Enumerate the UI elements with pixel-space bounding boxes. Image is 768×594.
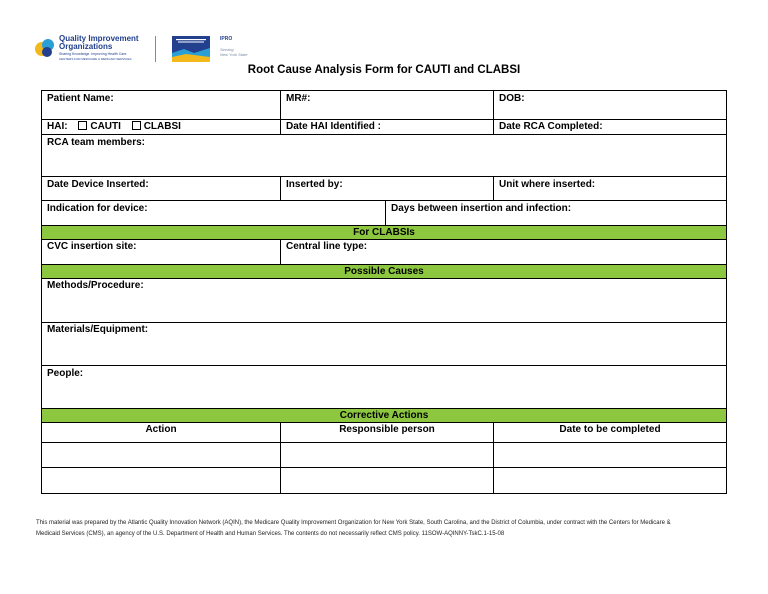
device-row xyxy=(41,177,727,201)
col-responsible-header: Responsible person xyxy=(280,423,493,442)
footer-line2: Medicaid Services (CMS), an agency of the U.S. Department of Health and Human Services. The contents do not necessarily reflect CMS policy. 11SOW-AQINNY-TskC.1-15-08 xyxy=(36,531,505,537)
patient-name-field[interactable]: Patient Name: xyxy=(47,93,114,104)
dob-field[interactable]: DOB: xyxy=(493,91,726,119)
cvc-row xyxy=(41,240,727,265)
inserted-by-field[interactable]: Inserted by: xyxy=(280,177,493,200)
responsible-cell[interactable] xyxy=(280,443,493,467)
ipro-name: IPRO xyxy=(220,36,233,42)
materials-row xyxy=(41,323,727,366)
footer-disclaimer xyxy=(36,518,736,540)
materials-field[interactable]: Materials/Equipment: xyxy=(47,324,149,335)
possible-causes-header: Possible Causes xyxy=(41,265,727,279)
action-cell[interactable] xyxy=(42,468,280,493)
rca-team-row xyxy=(41,135,727,177)
date-rca-field[interactable]: Date RCA Completed: xyxy=(493,120,726,134)
methods-row xyxy=(41,279,727,323)
indication-row xyxy=(41,201,727,226)
logo-divider xyxy=(155,36,156,62)
ipro-line1: Serving xyxy=(220,47,234,52)
methods-field[interactable]: Methods/Procedure: xyxy=(47,280,144,291)
hai-row xyxy=(41,120,727,135)
unit-inserted-field[interactable]: Unit where inserted: xyxy=(493,177,726,200)
cauti-label: CAUTI xyxy=(90,121,121,132)
date-device-field[interactable]: Date Device Inserted: xyxy=(47,179,149,190)
footer-line1: This material was prepared by the Atlantic Quality Innovation Network (AQIN), the Medicare Quality Improvement Organization for New York State, South Carolina, and the District of Columbia, under contract with the Centers for Medicare & xyxy=(36,520,671,526)
for-clabsis-header: For CLABSIs xyxy=(41,226,727,240)
central-line-field[interactable]: Central line type: xyxy=(280,240,726,264)
qio-logo-sub: CENTERS FOR MEDICARE & MEDICAID SERVICES xyxy=(59,57,132,61)
people-row xyxy=(41,366,727,409)
rca-form xyxy=(41,90,727,494)
clabsi-label: CLABSI xyxy=(143,121,181,132)
indication-field[interactable]: Indication for device: xyxy=(47,203,148,214)
qio-logo-mark-icon xyxy=(33,36,57,60)
action-row xyxy=(41,443,727,468)
col-action-header: Action xyxy=(145,424,177,435)
col-date-header: Date to be completed xyxy=(493,423,726,442)
page-title: Root Cause Analysis Form for CAUTI and CLABSI xyxy=(247,64,521,76)
hai-field xyxy=(42,120,280,134)
aqin-logo xyxy=(172,36,210,62)
corrective-actions-header: Corrective Actions xyxy=(41,409,727,423)
qio-logo-line2: Organizations xyxy=(59,42,113,51)
cauti-checkbox[interactable] xyxy=(78,121,87,130)
qio-logo-line1: Quality Improvement xyxy=(59,34,139,43)
actions-header-row xyxy=(41,423,727,443)
rca-team-field[interactable]: RCA team members: xyxy=(47,137,145,148)
mr-field[interactable]: MR#: xyxy=(280,91,493,119)
people-field[interactable]: People: xyxy=(47,368,84,379)
qio-logo-tagline: Sharing Knowledge. Improving Health Care. xyxy=(59,52,128,56)
action-cell[interactable] xyxy=(42,443,280,467)
ipro-logo xyxy=(220,36,260,62)
days-between-field[interactable]: Days between insertion and infection: xyxy=(385,201,726,225)
hai-label: HAI: xyxy=(47,121,68,132)
date-cell[interactable] xyxy=(493,468,726,493)
cvc-site-field[interactable]: CVC insertion site: xyxy=(47,241,137,252)
date-hai-field[interactable]: Date HAI Identified : xyxy=(280,120,493,134)
patient-row xyxy=(41,90,727,120)
date-cell[interactable] xyxy=(493,443,726,467)
ipro-line2: New York State xyxy=(220,51,248,57)
clabsi-checkbox[interactable] xyxy=(132,121,141,130)
responsible-cell[interactable] xyxy=(280,468,493,493)
qio-logo xyxy=(33,34,153,64)
action-row xyxy=(41,468,727,494)
